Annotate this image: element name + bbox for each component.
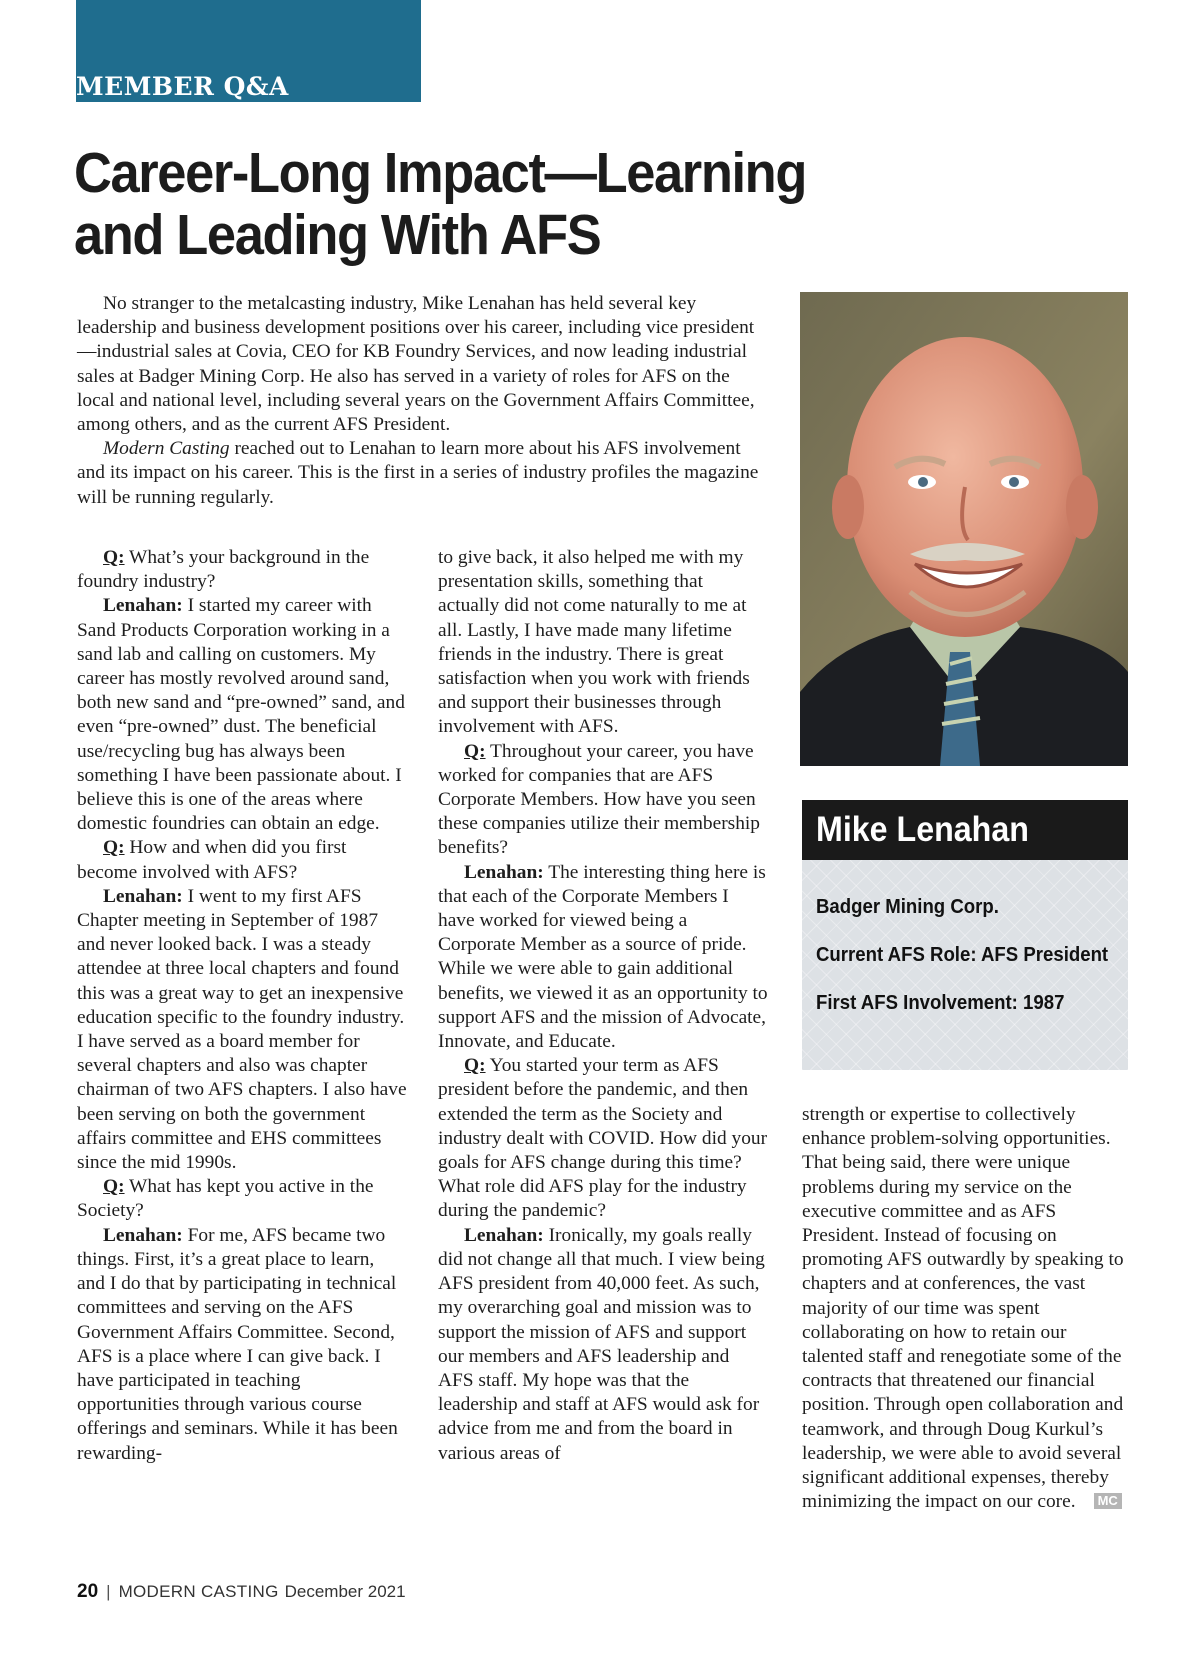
profile-name-bar xyxy=(802,800,1128,860)
question-5: Q: You started your term as AFS president before the pandemic, and then extended the term as the Society and industry dealt with COVID. How did your goals for AFS change during this time? What role did AFS play for the industry during the pandemic? xyxy=(438,1055,768,1222)
question-2: Q: How and when did you first become involved with AFS? xyxy=(77,837,347,883)
answer-5-part-1: Lenahan: Ironically, my goals really did not change all that much. I view being AFS president from 40,000 feet. As such, my overarching goal and mission was to support the mission of AFS and support our members and AFS leadership and AFS staff. My hope was that the leadership and staff at AFS would ask for advice from me and from the board in various areas of xyxy=(438,1224,765,1464)
intro-paragraph-2 xyxy=(77,437,767,510)
question-1: Q: What’s your background in the foundry industry? xyxy=(77,547,370,593)
portrait-photo xyxy=(800,292,1128,766)
answer-5-part-2: strength or expertise to collectively enhance problem-solving opportunities. That being said, there were unique problems during my service on the executive committee and as AFS President. Instead of focusing on promoting AFS outwardly by speaking to chapters and at conferences, the vast majority of our time was spent collaborating on how to retain our talented staff and renegotiate some of the contracts that threatened our financial position. Through open collaboration and teamwork, and through Doug Kurkul’s leadership, we were able to avoid several significant additional expenses, thereby minimizing the impact on our core. MC xyxy=(802,1104,1124,1513)
profile-company: Badger Mining Corp. xyxy=(816,896,999,918)
intro-paragraph-2-text: reached out to Lenahan to learn more about his AFS involvement and its impact on his career. This is the first in a series of industry profiles the magazine will be running regularly. xyxy=(77,438,759,508)
answer-3-part-1: Lenahan: For me, AFS became two things. First, it’s a great place to learn, and I do that by participating in technical committees and serving on the AFS Government Affairs Committee. Second, AFS is a place where I can give back. I have participated in teaching opportunities through various course offerings and seminars. While it has been rewarding- xyxy=(77,1224,398,1464)
column-1 xyxy=(77,546,407,1466)
answer-label: Lenahan: xyxy=(464,1224,544,1246)
footer-separator: | xyxy=(106,1582,111,1601)
q-label: Q: xyxy=(464,1055,486,1077)
answer-label: Lenahan: xyxy=(103,595,183,617)
page-footer xyxy=(77,1581,406,1603)
magazine-name: MODERN CASTING xyxy=(118,1582,279,1601)
profile-name: Mike Lenahan xyxy=(816,810,1029,849)
section-label: MEMBER Q&A xyxy=(76,72,289,101)
publication-name: Modern Casting xyxy=(103,438,230,460)
answer-1: Lenahan: I started my career with Sand Products Corporation working in a sand lab and calling on customers. My career has mostly revolved around sand, both new sand and “pre-owned” sand, and even “pre-owned” dust. The beneficial use/recycling bug has always been something I have been passionate about. I believe this is one of the areas where domestic foundries can obtain an edge. xyxy=(77,595,405,835)
profile-first-involvement: First AFS Involvement: 1987 xyxy=(816,992,1065,1014)
q-label: Q: xyxy=(464,740,486,762)
profile-role: Current AFS Role: AFS President xyxy=(816,944,1109,966)
q-label: Q: xyxy=(103,1176,125,1198)
profile-info-box xyxy=(802,860,1128,1070)
question-3: Q: What has kept you active in the Society? xyxy=(77,1176,374,1222)
answer-2: Lenahan: I went to my first AFS Chapter meeting in September of 1987 and never looked back. I was a steady attendee at three local chapters and found this was a great way to get an inexpensive education specific to the foundry industry. I have served as a board member for several chapters and also was chapter chairman of two AFS chapters. I also have been serving on both the government affairs committee and EHS committees since the mid 1990s. xyxy=(77,885,407,1174)
question-4: Q: Throughout your career, you have worked for companies that are AFS Corporate Members. How have you seen these companies utilize their membership benefits? xyxy=(438,740,761,859)
answer-label: Lenahan: xyxy=(464,861,544,883)
answer-label: Lenahan: xyxy=(103,885,183,907)
article-headline: Career-Long Impact—Learning and Leading With AFS xyxy=(74,141,806,267)
column-3 xyxy=(802,1103,1132,1514)
answer-label: Lenahan: xyxy=(103,1224,183,1246)
portrait-illustration xyxy=(800,292,1128,766)
end-mark-icon: MC xyxy=(1094,1493,1122,1509)
intro-paragraph-1: No stranger to the metalcasting industry, Mike Lenahan has held several key leadership and business development positions over his career, including vice president—industrial sales at Covia, CEO for KB Foundry Services, and now leading industrial sales at Badger Mining Corp. He also has served in a variety of roles for AFS on the local and national level, including several years on the Government Affairs Committee, among others, and as the current AFS President. xyxy=(77,293,755,436)
column-2 xyxy=(438,546,768,1466)
issue-date: December 2021 xyxy=(284,1582,406,1601)
q-label: Q: xyxy=(103,837,125,859)
answer-3-part-2: to give back, it also helped me with my presentation skills, something that actually did not come naturally to me at all. Lastly, I have made many lifetime friends in the industry. There is great satisfaction when you work with friends and support their businesses through involvement with AFS. xyxy=(438,547,750,738)
q-label: Q: xyxy=(103,547,125,568)
page-number: 20 xyxy=(77,1581,99,1602)
article-intro xyxy=(77,292,767,510)
answer-4: Lenahan: The interesting thing here is that each of the Corporate Members I have worked for viewed being a Corporate Member as a source of pride. While we were able to gain additional benefits, we viewed it as an opportunity to support AFS and the mission of Advocate, Innovate, and Educate. xyxy=(438,861,768,1053)
